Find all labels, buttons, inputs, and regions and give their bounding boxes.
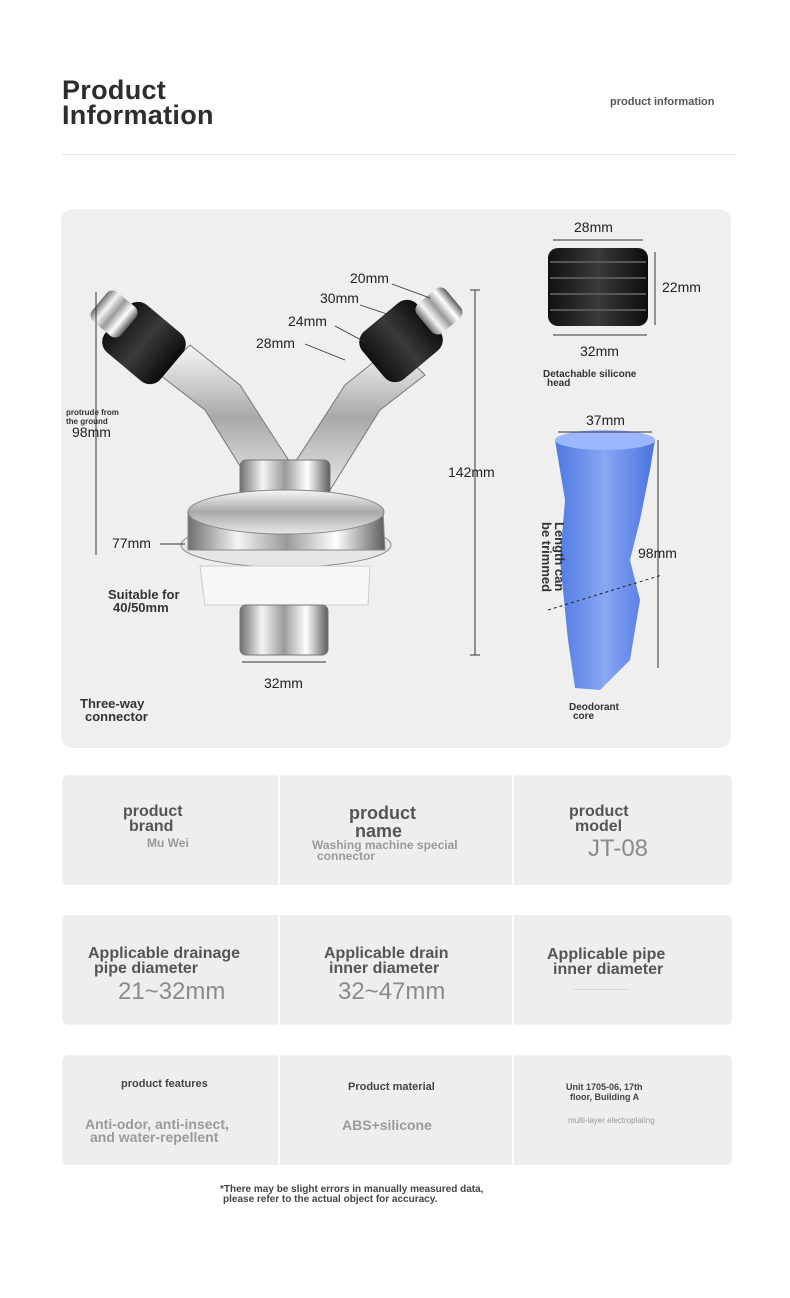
- silicone-head-dim-22: 22mm: [662, 279, 701, 295]
- core-trim-note-line2: be trimmed: [539, 522, 554, 593]
- footnote-line2: please refer to the actual object for accuracy.: [223, 1194, 438, 1205]
- connector-name: [80, 697, 148, 723]
- address-text: [566, 1082, 643, 1102]
- address-line1: Unit 1705-06, 17th: [566, 1082, 643, 1092]
- spec-row-dimensions: [62, 915, 732, 1025]
- model-label: [569, 804, 629, 834]
- drainage-label-line1: Applicable drainage: [88, 945, 241, 962]
- suitable-label: [108, 588, 180, 614]
- connector-dim-30: 30mm: [320, 290, 359, 306]
- drain-inner-label-line1: Applicable drain: [324, 945, 449, 962]
- name-value-line2: connector: [317, 849, 376, 863]
- connector-dim-77: 77mm: [112, 535, 151, 551]
- suitable-label-line1: Suitable for: [108, 587, 180, 602]
- spec-cell-drain-inner: [278, 915, 512, 1025]
- connector-name-line2: connector: [85, 709, 148, 724]
- name-value-line1: Washing machine special: [312, 838, 458, 852]
- measurement-footnote: [220, 1185, 483, 1205]
- page-subtitle: product information: [610, 96, 715, 108]
- silicone-head-name: [543, 370, 636, 388]
- brand-value: Mu Wei: [147, 836, 189, 850]
- pipe-inner-value: [574, 989, 630, 990]
- spec-cell-material: [278, 1055, 512, 1165]
- pipe-inner-label: [547, 947, 665, 977]
- features-value-line2: and water-repellent: [90, 1129, 219, 1145]
- drain-inner-label-line2: inner diameter: [329, 960, 440, 977]
- suitable-label-line2: 40/50mm: [113, 600, 169, 615]
- drain-inner-label: [324, 946, 448, 976]
- name-value: [312, 840, 458, 862]
- name-label-line2: name: [355, 821, 403, 841]
- protrude-note-line1: protrude from: [66, 408, 119, 417]
- model-label-line1: product: [569, 803, 629, 820]
- connector-dim-20: 20mm: [350, 270, 389, 286]
- drain-inner-value: 32~47mm: [338, 978, 446, 1005]
- name-label-line1: product: [349, 803, 416, 823]
- spec-cell-brand: [62, 775, 278, 885]
- core-dim-37: 37mm: [586, 412, 625, 428]
- drainage-label-line2: pipe diameter: [94, 960, 199, 977]
- spec-cell-name: [278, 775, 512, 885]
- page-title-line1: Product: [62, 75, 167, 105]
- core-name-line2: core: [573, 711, 595, 722]
- model-label-line2: model: [575, 818, 623, 835]
- connector-dim-98: 98mm: [72, 424, 111, 440]
- brand-label-line1: product: [123, 803, 183, 820]
- core-dim-98: 98mm: [638, 545, 677, 561]
- spec-cell-address: [512, 1055, 732, 1165]
- spec-row-details: [62, 1055, 732, 1165]
- material-value: ABS+silicone: [342, 1117, 432, 1133]
- footnote-line1: *There may be slight errors in manually measured data,: [220, 1184, 484, 1195]
- silicone-head-image: [548, 248, 648, 326]
- core-name-line1: Deodorant: [569, 702, 619, 713]
- silicone-head-dim-32: 32mm: [580, 343, 619, 359]
- protrude-note-line2: the ground: [66, 417, 108, 426]
- features-value-line1: Anti-odor, anti-insect,: [85, 1116, 229, 1132]
- features-label: product features: [121, 1078, 208, 1090]
- brand-label: [123, 804, 183, 834]
- spec-cell-model: [512, 775, 732, 885]
- silicone-head-dim-28: 28mm: [574, 219, 613, 235]
- pipe-inner-label-line1: Applicable pipe: [547, 946, 666, 963]
- model-value: JT-08: [588, 835, 649, 862]
- drainage-value: 21~32mm: [118, 978, 226, 1005]
- spec-cell-drainage-pipe: [62, 915, 278, 1025]
- connector-dim-28: 28mm: [256, 335, 295, 351]
- spec-cell-features: [62, 1055, 278, 1165]
- drainage-label: [88, 946, 240, 976]
- features-value: [85, 1118, 229, 1144]
- connector-name-line1: Three-way: [80, 696, 145, 711]
- connector-dim-142: 142mm: [448, 464, 495, 480]
- spec-row-basic: [62, 775, 732, 885]
- connector-dim-32: 32mm: [264, 675, 303, 691]
- plating-value: multi-layer electroplating: [568, 1116, 655, 1125]
- page-title-line2: Information: [62, 100, 214, 130]
- spec-cell-pipe-inner: [512, 915, 732, 1025]
- silicone-head-name-line1: Detachable silicone: [543, 369, 637, 380]
- connector-dim-24: 24mm: [288, 313, 327, 329]
- pipe-inner-label-line2: inner diameter: [553, 961, 664, 978]
- silicone-head-name-line2: head: [547, 378, 571, 389]
- core-trim-note: [540, 522, 566, 592]
- name-label: [349, 804, 416, 840]
- core-name: [569, 703, 619, 721]
- brand-label-line2: brand: [129, 818, 174, 835]
- address-line2: floor, Building A: [570, 1092, 640, 1102]
- material-label: Product material: [348, 1081, 435, 1093]
- core-trim-note-line1: Length can: [552, 522, 567, 592]
